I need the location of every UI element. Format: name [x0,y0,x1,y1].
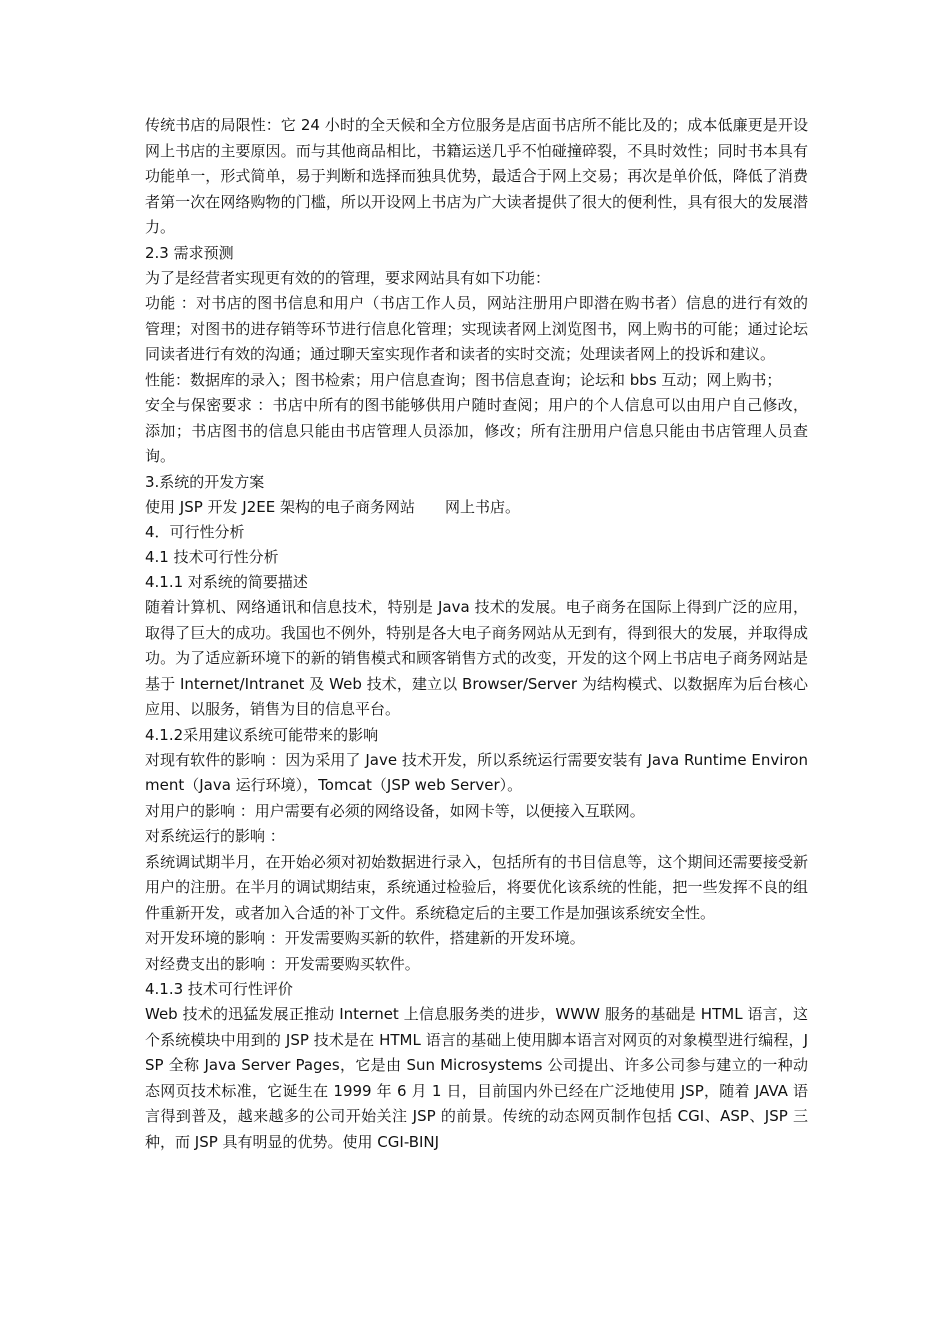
paragraph-requirements-intro: 为了是经营者实现更有效的的管理，要求网站具有如下功能： [145,268,551,287]
paragraph-bookstore-limitations: 传统书店的局限性：它 24 小时的全天候和全方位服务是店面书店所不能比及的；成本低廉更是开设网上书店的主要原因。而与其他商品相比，书籍运送几乎不怕碰撞碎裂，不具时效性；同时书本具有功能单一，形式简单，易于判断和选择而独具优势，最适合于网上交易；再次是单价低，降低了消费者第一次在网络购物的门槛，所以开设网上书店为广大读者提供了很大的便利性，具有很大的发展潜力。 [145,116,808,236]
paragraph-performance: 性能：数据库的录入；图书检索；用户信息查询；图书信息查询；论坛和 bbs 互动；网上购书； [145,370,782,389]
paragraph-cost-impact: 对经费支出的影响 ：开发需要购买软件。 [145,954,420,973]
document-body [145,113,808,1155]
paragraph-user-impact: 对用户的影响 ：用户需要有必须的网络设备，如网卡等，以便接入互联网。 [145,801,645,820]
heading-4-1-1: 4.1.1 对系统的简要描述 [145,573,308,591]
paragraph-system-description: 随着计算机、网络通讯和信息技术，特别是 Java 技术的发展。电子商务在国际上得到广泛的应用，取得了巨大的成功。我国也不例外，特别是各大电子商务网站从无到有，得到很大的发展，并取得成功。为了适应新环境下的新的销售模式和顾客销售方式的改变，开发的这个网上书店电子商务网站是基于 Internet/Intranet 及 Web 技术，建立以 Browser/Server 为结构模式、以数据库为后台核心应用、以服务，销售为目的信息平台。 [145,598,808,718]
heading-2-3: 2.3 需求预测 [145,243,234,262]
heading-4-1-3: 4.1.3 技术可行性评价 [145,980,293,998]
heading-4: 4．可行性分析 [145,523,245,541]
paragraph-dev-env-impact: 对开发环境的影响 ：开发需要购买新的软件，搭建新的开发环境。 [145,929,585,947]
paragraph-tech-evaluation: Web 技术的迅猛发展正推动 Internet 上信息服务类的进步，WWW 服务的基础是 HTML 语言，这个系统模块中用到的 JSP 技术是在 HTML 语言的基础上使用脚本语言对网页的对象模型进行编程，JSP 全称 Java Server Pages，它是由 Sun Microsystems 公司提出、许多公司参与建立的一种动态网页技术标准，它诞生在 1999 年 6 月 1 日，目前国内外已经在广泛地使用 JSP，随着 JAVA 语言得到普及，越来越多的公司开始关注 JSP 的前景。传统的动态网页制作包括 CGI、ASP、JSP 三种，而 JSP 具有明显的优势。使用 CGI-BINJ [145,1005,808,1151]
paragraph-software-impact: 对现有软件的影响 ：因为采用了 Jave 技术开发，所以系统运行需要安装有 Java Runtime Environment（Java 运行环境），Tomcat（JSP web Server）。 [145,750,808,794]
paragraph-dev-plan: 使用 JSP 开发 J2EE 架构的电子商务网站 网上书店。 [145,497,520,516]
heading-4-1-2: 4.1.2采用建议系统可能带来的影响 [145,725,379,744]
paragraph-functions: 功能 ：对书店的图书信息和用户（书店工作人员，网站注册用户即潜在购书者）信息的进行有效的管理；对图书的进存销等环节进行信息化管理；实现读者网上浏览图书，网上购书的可能；通过论坛同读者进行有效的沟通；通过聊天室实现作者和读者的实时交流；处理读者网上的投诉和建议。 [145,294,808,363]
heading-4-1: 4.1 技术可行性分析 [145,548,279,566]
heading-3: 3.系统的开发方案 [145,472,265,491]
paragraph-operation-impact: 系统调试期半月，在开始必须对初始数据进行录入，包括所有的书目信息等，这个期间还需要接受新用户的注册。在半月的调试期结束，系统通过检验后，将要优化该系统的性能，把一些发挥不良的组件重新开发，或者加入合适的补丁文件。系统稳定后的主要工作是加强该系统安全性。 [145,852,808,922]
paragraph-operation-impact-label: 对系统运行的影响 ： [145,827,285,845]
paragraph-security: 安全与保密要求 ：书店中所有的图书能够供用户随时查阅；用户的个人信息可以由用户自己修改，添加；书店图书的信息只能由书店管理人员添加，修改；所有注册用户信息只能由书店管理人员查询。 [145,396,808,465]
